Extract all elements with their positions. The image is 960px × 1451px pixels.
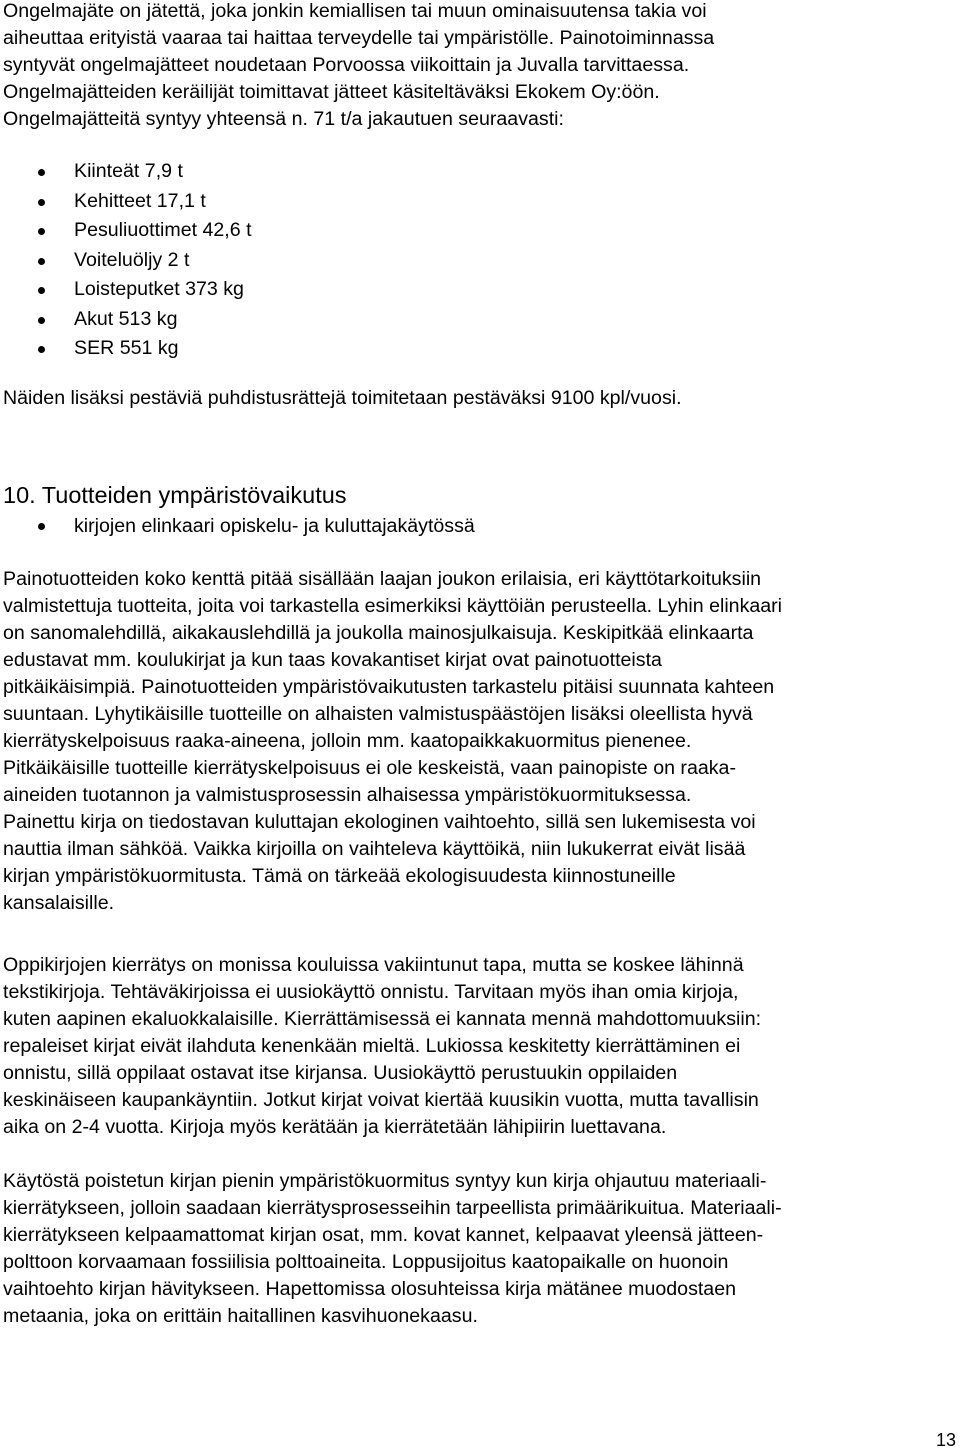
list-item — [0, 305, 252, 335]
bullet-icon — [38, 287, 45, 294]
bullet-icon — [38, 317, 45, 324]
sub-bullet-text: kirjojen elinkaari opiskelu- ja kuluttajakäytössä — [74, 515, 475, 537]
list-item — [0, 187, 252, 217]
body-paragraph: Painotuotteiden koko kenttä pitää sisällään laajan joukon erilaisia, eri käyttötarkoituksiin valmistettuja tuotteita, joita voi tarkastella esimerkiksi käyttöiän perusteella. Lyhin elinkaari on sanomalehdillä, aikakauslehdillä ja joukolla mainosjulkaisuja. Keskipitkää elinkaarta edustavat mm. koulukirjat ja kun taas kovakantiset kirjat ovat painotuotteista pitkäikäisimpiä. Painotuotteiden ympäristövaikutusten tarkastelu pitäisi suunnata kahteen suuntaan. Lyhytikäisille tuotteille on alhaisten valmistuspäästöjen lisäksi oleellista hyvä kierrätyskelpoisuus raaka-aineena, jolloin mm. kaatopaikkakuormitus pienenee. Pitkäikäisille tuotteille kierrätyskelpoisuus ei ole keskeistä, vaan painopiste on raaka- aineiden tuotannon ja valmistusprosessin alhaisessa ympäristökuormituksessa. Painettu kirja on tiedostavan kuluttajan ekologinen vaihtoehto, sillä sen lukemisesta voi nauttia ilman sähköä. Vaikka kirjoilla on vaihteleva käyttöikä, niin lukukerrat eivät lisää kirjan ympäristökuormitusta. Tämä on tärkeää ekologisuudesta kiinnostuneille kansalaisille. — [3, 568, 783, 914]
bullet-icon — [38, 169, 45, 176]
list-item — [0, 334, 252, 364]
list-item — [0, 216, 252, 246]
extra-note: Näiden lisäksi pestäviä puhdistusrättejä toimitetaan pestäväksi 9100 kpl/vuosi. — [3, 387, 682, 409]
waste-list — [0, 157, 252, 364]
bullet-icon — [38, 523, 45, 530]
section-heading: 10. Tuotteiden ympäristövaikutus — [3, 482, 347, 508]
bullet-icon — [38, 258, 45, 265]
body-paragraph: Käytöstä poistetun kirjan pienin ympäristökuormitus syntyy kun kirja ohjautuu materiaali- kierrätykseen, jolloin saadaan kierrätysprosesseihin tarpeellista primäärikuitua. Materiaali- kierrätykseen kelpaamattomat kirjan osat, mm. kovat kannet, kelpaavat yleensä jätteen- polttoon korvaamaan fossiilisia polttoaineita. Loppusijoitus kaatopaikalle on huonoin vaihtoehto kirjan hävitykseen. Hapettomissa olosuhteissa kirja mätänee muodostaen metaania, joka on erittäin haitallinen kasvihuonekaasu. — [3, 1170, 782, 1327]
section-sub-bullet — [0, 512, 475, 541]
intro-paragraph: Ongelmajäte on jätettä, joka jonkin kemiallisen tai muun ominaisuutensa takia voi aiheuttaa erityistä vaaraa tai haittaa terveydelle tai ympäristölle. Painotoiminnassa syntyvät ongelmajätteet noudetaan Porvoossa viikoittain ja Juvalla tarvittaessa. Ongelmajätteiden keräilijät toimittavat jätteet käsiteltäväksi Ekokem Oy:öön. Ongelmajätteitä syntyy yhteensä n. 71 t/a jakautuen seuraavasti: — [3, 0, 715, 130]
list-item-text: Kiinteät 7,9 t — [74, 160, 183, 182]
list-item — [0, 246, 252, 276]
body-paragraph: Oppikirjojen kierrätys on monissa kouluissa vakiintunut tapa, mutta se koskee lähinnä tekstikirjoja. Tehtäväkirjoissa ei uusiokäyttö onnistu. Tarvitaan myös ihan omia kirjoja, kuten aapinen ekaluokkalaisille. Kierrättämisessä ei kannata mennä mahdottomuuksiin: repaleiset kirjat eivät ilahduta kenenkään mieltä. Lukiossa keskitetty kierrättäminen ei onnistu, sillä oppilaat ostavat itse kirjansa. Uusiokäyttö perustuukin oppilaiden keskinäiseen kaupankäyntiin. Jotkut kirjat voivat kiertää kuusikin vuotta, mutta tavallisin aika on 2-4 vuotta. Kirjoja myös kerätään ja kierrätetään lähipiirin luettavana. — [3, 954, 762, 1138]
list-item — [0, 275, 252, 305]
bullet-icon — [38, 346, 45, 353]
list-item-text: Voiteluöljy 2 t — [74, 248, 190, 271]
list-item — [0, 157, 252, 187]
list-item-text: Akut 513 kg — [74, 307, 178, 330]
list-item-text: Pesuliuottimet 42,6 t — [74, 219, 252, 241]
list-item-text: SER 551 kg — [74, 337, 179, 359]
bullet-icon — [38, 199, 45, 206]
page-number: 13 — [935, 1430, 956, 1450]
list-item-text: Kehitteet 17,1 t — [74, 189, 206, 212]
list-item-text: Loisteputket 373 kg — [74, 278, 244, 300]
bullet-icon — [38, 228, 45, 235]
